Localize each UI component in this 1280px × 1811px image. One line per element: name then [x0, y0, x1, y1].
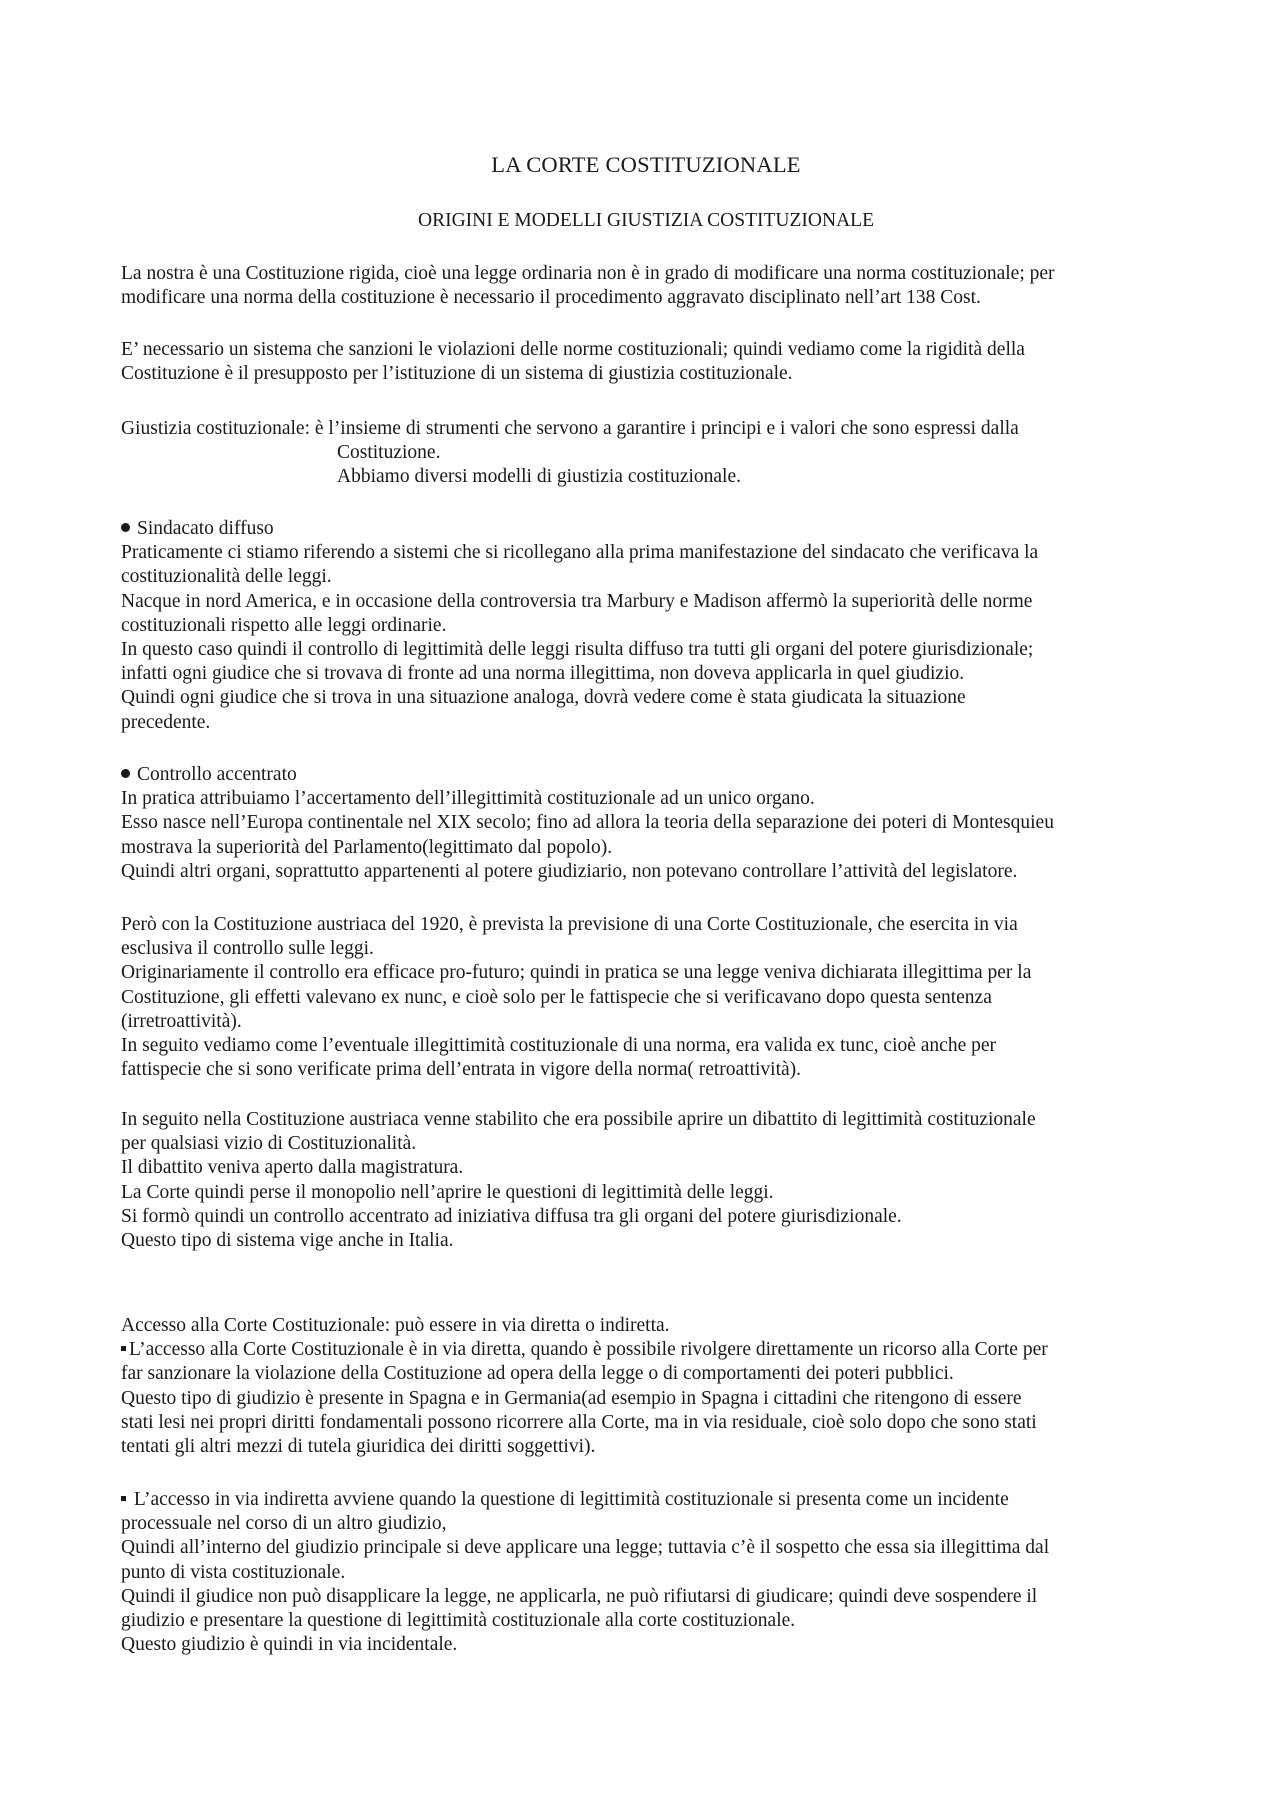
section-heading-label: Sindacato diffuso	[137, 518, 274, 539]
text-line: far sanzionare la violazione della Costituzione ad opera della legge o di comportamenti dei poteri pubblici.	[121, 1363, 954, 1385]
text-line: per qualsiasi vizio di Costituzionalità.	[121, 1133, 417, 1155]
text-line: Costituzione, gli effetti valevano ex nunc, e cioè solo per le fattispecie che si verificavano dopo questa sentenza	[121, 986, 992, 1008]
section-sindacato-diffuso	[121, 517, 1171, 735]
section-heading-label: Controllo accentrato	[137, 764, 297, 785]
text-line: La Corte quindi perse il monopolio nell’aprire le questioni di legittimità delle leggi.	[121, 1181, 774, 1203]
text-line: Questo tipo di giudizio è presente in Spagna e in Germania(ad esempio in Spagna i cittadini che ritengono di essere	[121, 1387, 1022, 1409]
document-subtitle: ORIGINI E MODELLI GIUSTIZIA COSTITUZIONALE	[417, 210, 874, 231]
text-line: Accesso alla Corte Costituzionale: può essere in via diretta o indiretta.	[121, 1315, 670, 1336]
text-line: Giustizia costituzionale: è l’insieme di strumenti che servono a garantire i principi e i valori che sono espressi dalla	[121, 418, 1019, 439]
text-line: costituzionalità delle leggi.	[121, 566, 332, 588]
bullet-square-icon	[121, 1346, 126, 1351]
text-line: Nacque in nord America, e in occasione della controversia tra Marbury e Madison affermò la superiorità delle norme	[121, 590, 1033, 612]
section-heading	[121, 517, 1171, 541]
text-line: E’ necessario un sistema che sanzioni le violazioni delle norme costituzionali; quindi vediamo come la rigidità della	[121, 339, 1025, 360]
paragraph-definition	[121, 417, 1171, 490]
text-line: stati lesi nei propri diritti fondamentali possono ricorrere alla Corte, ma in via residuale, cioè solo dopo che sono stati	[121, 1411, 1037, 1433]
text-line: modificare una norma della costituzione è necessario il procedimento aggravato disciplinato nell’art 138 Cost.	[121, 287, 981, 309]
text-line-indented: Costituzione.	[337, 442, 441, 464]
text-line: In pratica attribuiamo l’accertamento dell’illegittimità costituzionale ad un unico organo.	[121, 788, 815, 810]
text-line: Costituzione è il presupposto per l’istituzione di un sistema di giustizia costituzionale.	[121, 363, 793, 385]
text-line: infatti ogni giudice che si trovava di fronte ad una norma illegittima, non doveva applicarla in quel giudizio.	[121, 663, 965, 685]
section-heading	[121, 763, 1171, 787]
text-line: mostrava la superiorità del Parlamento(legittimato dal popolo).	[121, 836, 613, 858]
text-line: In seguito vediamo come l’eventuale illegittimità costituzionale di una norma, era valida ex tunc, cioè anche per	[121, 1034, 997, 1056]
text-line: fattispecie che si sono verificate prima dell’entrata in vigore della norma( retroattività).	[121, 1059, 802, 1081]
paragraph-direct-access	[121, 1314, 1171, 1459]
text-line: L’accesso in via indiretta avviene quando la questione di legittimità costituzionale si presenta come un incidente	[129, 1489, 1009, 1510]
text-line: Originariamente il controllo era efficace pro-futuro; quindi in pratica se una legge veniva dichiarata illegittima per la	[121, 962, 1032, 984]
text-line: Quindi il giudice non può disapplicare la legge, ne applicarla, ne può rifiutarsi di giudicare; quindi deve sospendere il	[121, 1585, 1038, 1607]
text-line: In seguito nella Costituzione austriaca venne stabilito che era possibile aprire un dibattito di legittimità costituzionale	[121, 1109, 1036, 1130]
bullet-line	[121, 1338, 1171, 1362]
text-line: L’accesso alla Corte Costituzionale è in via diretta, quando è possibile rivolgere direttamente un ricorso alla Corte per	[129, 1339, 1048, 1361]
text-line: costituzionali rispetto alle leggi ordinarie.	[121, 614, 447, 636]
text-line: punto di vista costituzionale.	[121, 1561, 346, 1583]
text-line: Il dibattito veniva aperto dalla magistratura.	[121, 1157, 464, 1179]
text-line: Quindi ogni giudice che si trova in una situazione analoga, dovrà vedere come è stata giudicata la situazione	[121, 687, 966, 709]
text-line: Esso nasce nell’Europa continentale nel XIX secolo; fino ad allora la teoria della separazione dei poteri di Montesquieu	[121, 812, 1054, 834]
text-line: processuale nel corso di un altro giudizio,	[121, 1513, 447, 1535]
text-line: (irretroattività).	[121, 1010, 242, 1032]
text-line: La nostra è una Costituzione rigida, cioè una legge ordinaria non è in grado di modificare una norma costituzionale; per	[121, 263, 1055, 284]
text-line: Quindi altri organi, soprattutto appartenenti al potere giudiziario, non potevano controllare l’attività del legislatore.	[121, 860, 1018, 882]
bullet-icon	[121, 523, 130, 532]
text-line: Questo tipo di sistema vige anche in Italia.	[121, 1229, 454, 1251]
paragraph-austrian-constitution	[121, 913, 1171, 1082]
paragraph-rigid-constitution	[121, 262, 1171, 310]
text-line: In questo caso quindi il controllo di legittimità delle leggi risulta diffuso tra tutti gli organi del potere giurisdizionale;	[121, 638, 1034, 660]
text-line: tentati gli altri mezzi di tutela giuridica dei diritti soggettivi).	[121, 1435, 596, 1457]
text-line: Quindi all’interno del giudizio principale si deve applicare una legge; tuttavia c’è il sospetto che essa sia illegittima dal	[121, 1537, 1050, 1559]
text-line: Praticamente ci stiamo riferendo a sistemi che si ricollegano alla prima manifestazione del sindacato che verificava la	[121, 542, 1039, 564]
text-line: Però con la Costituzione austriaca del 1920, è prevista la previsione di una Corte Costituzionale, che esercita in via	[121, 914, 1018, 935]
bullet-icon	[121, 769, 130, 778]
bullet-square-icon	[121, 1496, 126, 1501]
paragraph-sanction-system	[121, 338, 1171, 386]
bullet-line	[121, 1488, 1171, 1512]
document-title: LA CORTE COSTITUZIONALE	[491, 152, 801, 177]
section-controllo-accentrato	[121, 763, 1171, 884]
text-line-indented: Abbiamo diversi modelli di giustizia costituzionale.	[337, 466, 742, 488]
paragraph-indirect-access	[121, 1488, 1171, 1657]
text-line: Si formò quindi un controllo accentrato ad iniziativa diffusa tra gli organi del potere giurisdizionale.	[121, 1205, 902, 1227]
paragraph-later-developments	[121, 1108, 1171, 1253]
text-line: Questo giudizio è quindi in via incidentale.	[121, 1634, 458, 1656]
text-line: giudizio e presentare la questione di legittimità costituzionale alla corte costituzionale.	[121, 1609, 796, 1631]
text-line: esclusiva il controllo sulle leggi.	[121, 938, 374, 960]
text-line: precedente.	[121, 711, 211, 733]
